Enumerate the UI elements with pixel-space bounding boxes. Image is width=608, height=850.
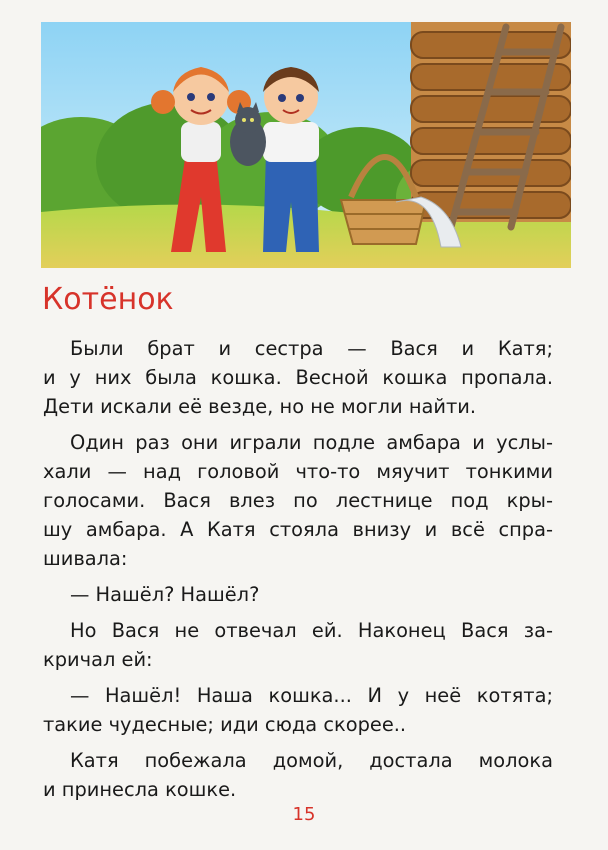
text-line: хали — над головой что-то мяучит тонкими [43,460,553,483]
page-number: 15 [292,804,316,825]
illustration-image [41,22,571,268]
paragraph-1 [43,334,553,421]
text-line: Были брат и сестра — Вася и Катя; [70,337,553,360]
text-line: Но Вася не отвечал ей. Наконец Вася за- [70,619,553,642]
paragraph-4 [43,616,553,674]
text-line: такие чудесные; иди сюда скорее.. [43,713,407,736]
text-line: шивала: [43,547,128,570]
text-line: и у них была кошка. Весной кошка пропала. [43,366,553,389]
paragraph-5 [43,681,553,739]
text-line: Катя побежала домой, достала молока [70,749,553,772]
illustration [41,22,571,268]
text-line: голосами. Вася влез по лестнице под кры- [43,489,553,512]
text-line: и принесла кошке. [43,778,237,801]
paragraph-2 [43,428,553,573]
text-line: Дети искали её везде, но не могли найти. [43,395,477,418]
paragraph-3 [43,580,553,609]
story-text [43,334,553,811]
text-line: кричал ей: [43,648,153,671]
text-line: шу амбара. А Катя стояла внизу и всё спра- [43,518,553,541]
text-line: — Нашёл! Наша кошка... И у неё котята; [70,684,553,707]
text-line: Один раз они играли подле амбара и услы- [70,431,553,454]
text-line: — Нашёл? Нашёл? [70,583,260,606]
story-title: Котёнок [42,282,174,317]
paragraph-6 [43,746,553,804]
